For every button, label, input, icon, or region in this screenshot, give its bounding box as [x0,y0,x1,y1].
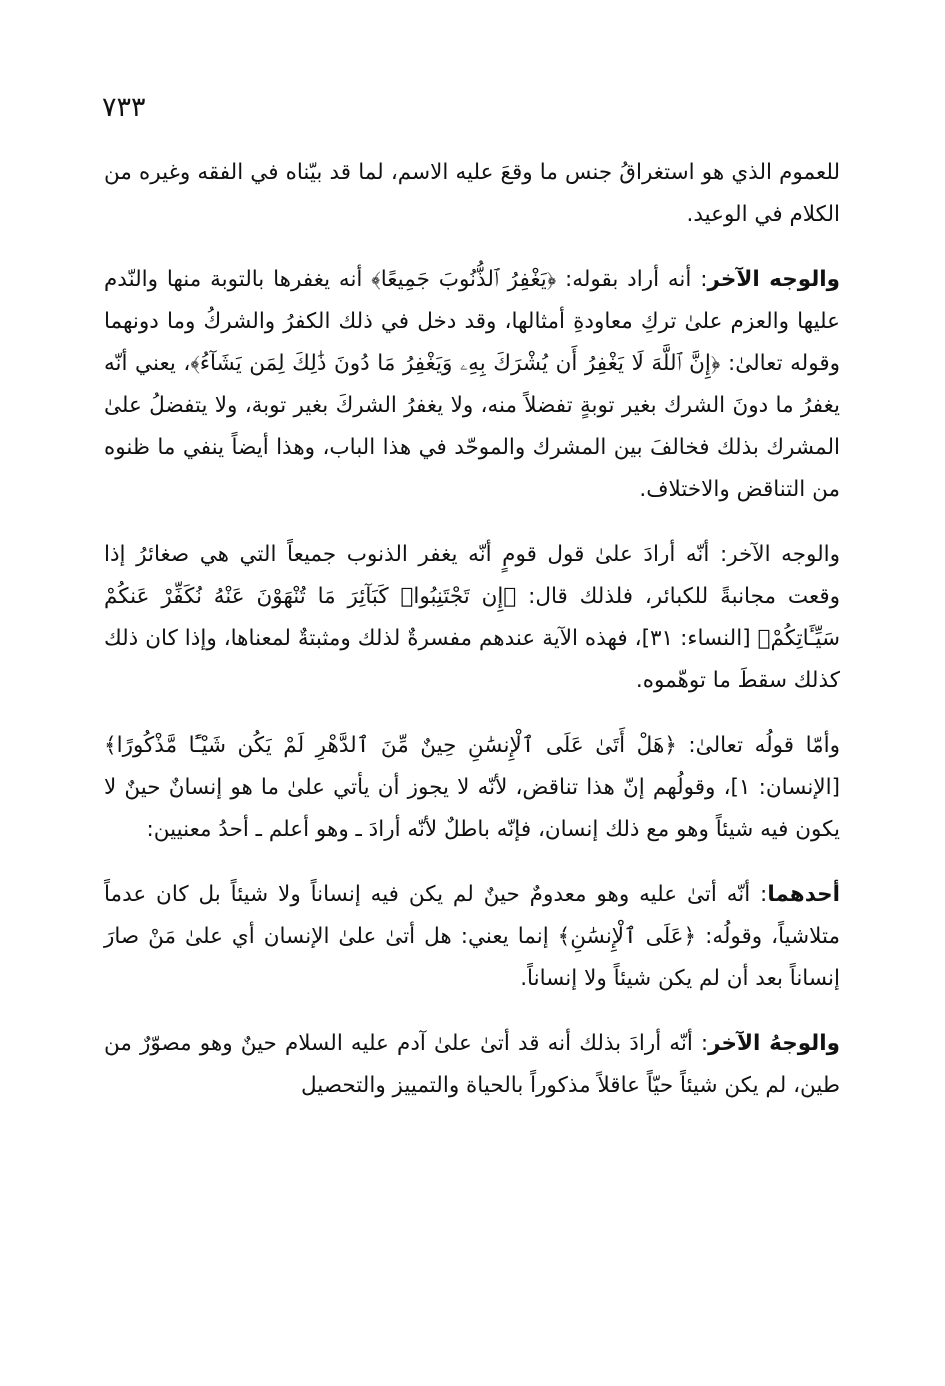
paragraph-4 [104,725,840,851]
paragraph-5 [104,874,840,1000]
paragraph-5-lead: أحدهما [767,882,840,907]
page-number: ٧٣٣ [102,92,146,123]
paragraph-6-text: : أنّه أرادَ بذلك أنه قد أتىٰ علىٰ آدم عليه السلام حينٌ وهو مصوّرٌ من طين، لم يكن شيئاً حيّاً عاقلاً مذكوراً بالحياة والتمييز والتحصيل [104,1031,840,1098]
paragraph-2-lead: والوجه الآخر [707,267,840,292]
body-text [104,152,840,1130]
paragraph-6-lead: والوجهُ الآخر [708,1031,840,1056]
paragraph-2-text: : أنه أراد بقوله: ﴿يَغْفِرُ ٱلذُّنُوبَ جَمِيعًا﴾ أنه يغفرها بالتوبة منها والنّدم عليها والعزم علىٰ تركِ معاودةِ أمثالها، وقد دخل في ذلك الكفرُ والشركُ وما دونهما وقوله تعالىٰ: ﴿إِنَّ ٱللَّهَ لَا يَغْفِرُ أَن يُشْرَكَ بِهِۦ وَيَغْفِرُ مَا دُونَ ذَٰلِكَ لِمَن يَشَآءُ﴾، يعني أنّه يغفرُ ما دونَ الشرك بغير توبةٍ تفضلاً منه، ولا يغفرُ الشركَ بغير توبة، ولا يتفضلُ علىٰ المشرك بذلك فخالفَ بين المشرك والموحّد في هذا الباب، وهذا أيضاً ينفي ما ظنوه من التناقض والاختلاف. [104,267,840,502]
paragraph-1 [104,152,840,236]
paragraph-2 [104,259,840,511]
paragraph-3-text: والوجه الآخر: أنّه أرادَ علىٰ قول قومٍ أنّه يغفر الذنوب جميعاً التي هي صغائرُ إذا وقعت مجانبةً للكبائر، فلذلك قال: ﴿إِن تَجْتَنِبُوا۟ كَبَآئِرَ مَا تُنْهَوْنَ عَنْهُ نُكَفِّرْ عَنكُمْ سَيِّـَٔاتِكُمْ﴾ [النساء: ٣١]، فهذه الآية عندهم مفسرةٌ لذلك ومثبتةٌ لمعناها، وإذا كان ذلك كذلك سقطَ ما توهّموه. [104,542,840,693]
paragraph-6 [104,1023,840,1107]
paragraph-1-text: للعموم الذي هو استغراقُ جنس ما وقعَ عليه الاسم، لما قد بيّناه في الفقه وغيره من الكلام في الوعيد. [104,160,840,227]
paragraph-4-text: وأمّا قولُه تعالىٰ: ﴿هَلْ أَتَىٰ عَلَى ٱلْإِنسَٰنِ حِينٌ مِّنَ ٱلدَّهْرِ لَمْ يَكُن شَيْـًٔا مَّذْكُورًا﴾ [الإنسان: ١]، وقولُهم إنّ هذا تناقض، لأنّه لا يجوز أن يأتي علىٰ ما هو إنسانٌ حينٌ لا يكون فيه شيئاً وهو مع ذلك إنسان، فإنّه باطلٌ لأنّه أرادَ ـ وهو أعلم ـ أحدُ معنيين: [104,733,840,842]
paragraph-5-text: : أنّه أتىٰ عليه وهو معدومٌ حينٌ لم يكن فيه إنساناً ولا شيئاً بل كان عدماً متلاشياً، وقولُه: ﴿عَلَى ٱلْإِنسَٰنِ﴾ إنما يعني: هل أتىٰ علىٰ الإنسان أي علىٰ مَنْ صارَ إنساناً بعد أن لم يكن شيئاً ولا إنساناً. [104,882,840,991]
paragraph-3 [104,534,840,702]
